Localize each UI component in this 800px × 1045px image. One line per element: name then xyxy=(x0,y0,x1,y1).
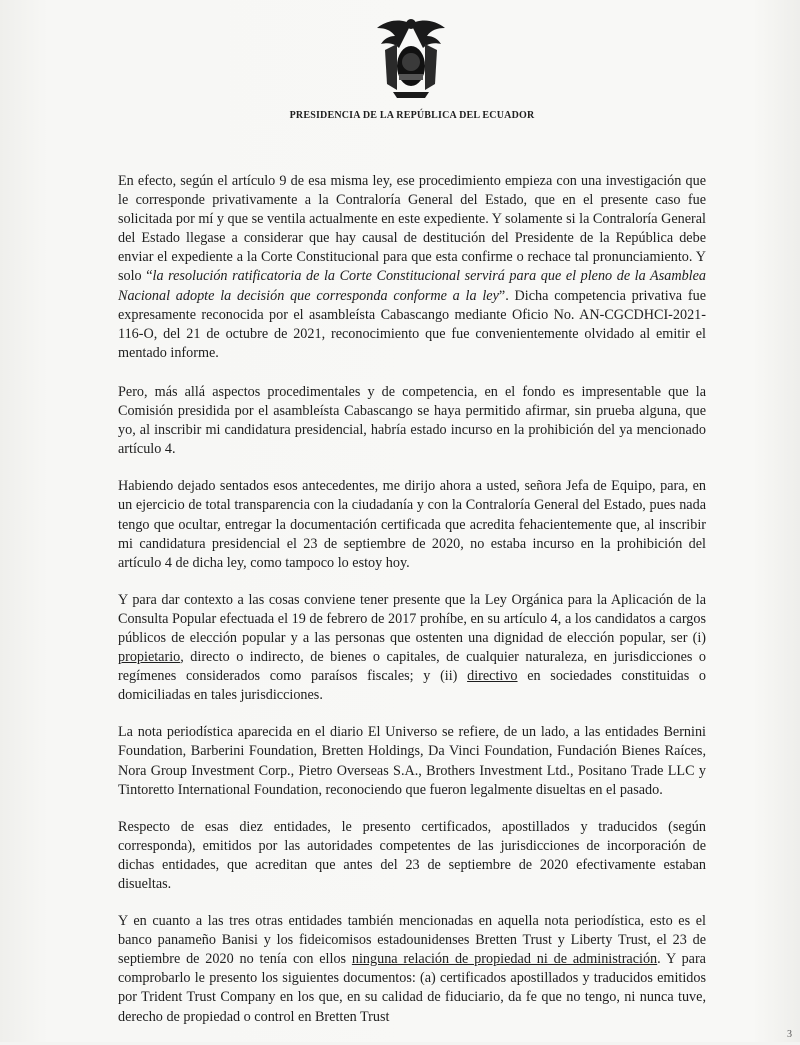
paragraph-3: Habiendo dejado sentados esos antecedentes, me dirijo ahora a usted, señora Jefa de Equipo, para, en un ejercicio de total transparencia con la ciudadanía y con la Contraloría General del Estado, pues nada tengo que ocultar, entregar la documentación certificada que acredita fehacientemente que, al inscribir mi candidatura presidencial el 23 de septiembre de 2020, no estaba incurso en la prohibición del artículo 4 de dicha ley, como tampoco lo estoy hoy. xyxy=(118,478,706,571)
constitutional-quote: la resolución ratificatoria de la Corte Constitucional servirá para que el pleno de la Asamblea Nacional adopte la decisión que corresponda conforme a la ley xyxy=(118,268,706,304)
paragraph-1: En efecto, según el artículo 9 de esa misma ley, ese procedimiento empieza con una investigación que le corresponde privativamente a la Contraloría General del Estado, que en el presente caso fue solicitada por mí y que se ventila actualmente en este expediente. Y solamente si la Contraloría General del Estado llegase a considerar que hay causal de destitución del Presidente de la República debe enviar el expediente a la Corte Constitucional para que esta confirme o rechace tal pronunciamiento. Y solo “la resolución ratificatoria de la Corte Constitucional servirá para que el pleno de la Asamblea Nacional adopte la decisión que corresponda conforme a la ley”. Dicha competencia privativa fue expresamente reconocida por el asambleísta Cabascango mediante Oficio No. AN-CGCDHCI-2021-116-O, del 21 de octubre de 2021, reconocimiento que fue convenientemente olvidado al emitir el mentado informe. xyxy=(118,173,706,361)
letter-body xyxy=(118,172,706,1045)
paragraph-7: Y en cuanto a las tres otras entidades también mencionadas en aquella nota periodística, esto es el banco panameño Banisi y los fideicomisos estadounidenses Bretten Trust y Liberty Trust, el 23 de septiembre de 2020 no tenía con ellos ninguna relación de propiedad ni de administración. Y para comprobarlo le presento los siguientes documentos: (a) certificados apostillados y traducidos emitidos por Trident Trust Company en los que, en su calidad de fiduciario, da fe que no tengo, ni nunca tuve, derecho de propiedad o control en Bretten Trust xyxy=(118,913,706,1025)
national-coat-of-arms-emblem xyxy=(375,14,447,98)
paragraph-6: Respecto de esas diez entidades, le presento certificados, apostillados y traducidos (según corresponda), emitidos por las autoridades competentes de las jurisdicciones de incorporación de dichas entidades, que acreditan que antes del 23 de septiembre de 2020 efectivamente estaban disueltas. xyxy=(118,818,706,892)
paragraph-4: Y para dar contexto a las cosas conviene tener presente que la Ley Orgánica para la Aplicación de la Consulta Popular efectuada el 19 de febrero de 2017 prohíbe, en su artículo 4, a los candidatos a cargos públicos de elección popular y a las personas que ostenten una dignidad de elección popular, ser (i) propietario, directo o indirecto, de bienes o capitales, de cualquier naturaleza, en jurisdicciones o regímenes considerados como paraísos fiscales; y (ii) directivo en sociedades constituidas o domiciliadas en tales jurisdicciones. xyxy=(118,591,706,704)
underlined-phrase: ninguna relación de propiedad ni de administración xyxy=(351,951,658,968)
paragraph-5: La nota periodística aparecida en el diario El Universo se refiere, de un lado, a las entidades Bernini Foundation, Barberini Foundation, Bretten Holdings, Da Vinci Foundation, Fundación Bienes Raíces, Nora Group Investment Corp., Pietro Overseas S.A., Brothers Investment Ltd., Positano Trade LLC y Tintoretto International Foundation, reconociendo que fueron legalmente disueltas en el pasado. xyxy=(118,724,706,798)
underlined-term-directivo: directivo xyxy=(467,668,518,685)
page-header: PRESIDENCIA DE LA REPÚBLICA DEL ECUADOR xyxy=(289,110,535,121)
page-number: 3 xyxy=(787,1029,792,1040)
paragraph-2: Pero, más allá aspectos procedimentales y de competencia, en el fondo es impresentable que la Comisión presidida por el asambleísta Cabascango se haya permitido afirmar, sin prueba alguna, que yo, al inscribir mi candidatura presidencial, habría estado incurso en la prohibición del ya mencionado artículo 4. xyxy=(118,383,706,458)
underlined-term-propietario: propietario xyxy=(118,649,181,666)
